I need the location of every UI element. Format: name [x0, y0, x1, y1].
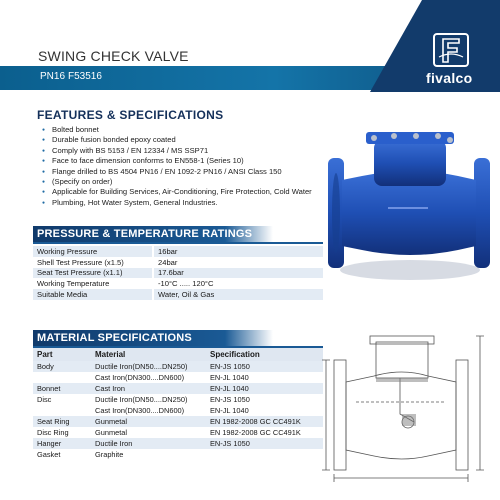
- table-row: Suitable Media Water, Oil & Gas: [33, 289, 323, 300]
- valve-section-drawing: [316, 322, 496, 482]
- material-heading: MATERIAL SPECIFICATIONS: [37, 332, 192, 344]
- cell-specification: EN-JS 1050: [210, 395, 250, 404]
- cell-part: Body: [33, 361, 91, 372]
- cell-part: Seat Ring: [33, 416, 91, 427]
- pressure-heading: PRESSURE & TEMPERATURE RATINGS: [37, 228, 253, 240]
- table-row: [33, 383, 323, 394]
- cell-material: Ductile Iron(DN50....DN250): [95, 395, 188, 404]
- table-row: Working Pressure 16bar: [33, 246, 323, 257]
- table-row: Shell Test Pressure (x1.5) 24bar: [33, 257, 323, 268]
- material-table: [33, 348, 323, 460]
- pressure-code: PN16: [40, 71, 66, 82]
- fivalco-logo-icon: [433, 33, 469, 67]
- table-row: [33, 361, 323, 372]
- cell-specification: EN 1982-2008 GC CC491K: [210, 428, 301, 437]
- column-header-part: Part: [33, 348, 91, 361]
- list-item: ● Durable fusion bonded epoxy coated: [42, 135, 322, 145]
- list-item: ● Comply with BS 5153 / EN 12334 / MS SSP71: [42, 146, 322, 156]
- page-title: SWING CHECK VALVE: [38, 48, 189, 64]
- features-list: [42, 125, 322, 208]
- list-item-continuation: ● Plumbing, Hot Water System, General Industries.: [42, 198, 322, 208]
- list-item: ● Bolted bonnet: [42, 125, 322, 135]
- cell-part: Disc Ring: [37, 428, 69, 437]
- list-item-continuation: ● (Specify on order): [42, 177, 322, 187]
- model-code: F53516: [68, 71, 102, 82]
- cell-specification: EN-JL 1040: [210, 373, 249, 382]
- cell-part: [33, 372, 91, 383]
- cell-material: Cast Iron(DN300....DN600): [95, 373, 185, 382]
- cell-material: Ductile Iron: [91, 438, 206, 449]
- cell-part: Bonnet: [33, 383, 91, 394]
- table-row: Working Temperature -10°C ..... 120°C: [33, 278, 323, 289]
- table-row: [33, 438, 323, 449]
- column-header-specification: Specification: [206, 348, 323, 361]
- valve-photo: [318, 118, 494, 288]
- table-row: [33, 405, 323, 416]
- cell-specification: [206, 449, 323, 460]
- cell-material: Graphite: [95, 450, 124, 459]
- material-heading-bar: [33, 330, 273, 347]
- material-table-body: [33, 361, 323, 460]
- table-row: [33, 394, 323, 405]
- cell-part: Gasket: [37, 450, 61, 459]
- table-header-row: [33, 348, 323, 361]
- cell-part: Hanger: [33, 438, 91, 449]
- pressure-table: [33, 246, 323, 300]
- table-row: [33, 449, 323, 460]
- brand-name: fivalco: [426, 70, 473, 86]
- cell-specification: EN 1982-2008 GC CC491K: [206, 416, 323, 427]
- cell-material: Gunmetal: [95, 428, 128, 437]
- features-heading: FEATURES & SPECIFICATIONS: [37, 108, 224, 122]
- divider: [33, 242, 323, 244]
- list-item: ● Face to face dimension conforms to EN558-1 (Series 10): [42, 156, 322, 166]
- column-header-material: Material: [91, 348, 206, 361]
- cell-part: Disc: [37, 395, 52, 404]
- table-row: [33, 427, 323, 438]
- pressure-heading-bar: [33, 226, 273, 243]
- list-item: ● Flange drilled to BS 4504 PN16 / EN 1092-2 PN16 / ANSI Class 150: [42, 167, 322, 177]
- cell-part: [33, 405, 91, 416]
- table-row: [33, 416, 323, 427]
- cell-specification: EN-JS 1050: [206, 361, 323, 372]
- cell-material: Cast Iron(DN300....DN600): [95, 406, 185, 415]
- cell-material: Ductile Iron(DN50....DN250): [91, 361, 206, 372]
- table-row: Seat Test Pressure (x1.1) 17.6bar: [33, 268, 323, 279]
- list-item: ● Applicable for Building Services, Air-Conditioning, Fire Protection, Cold Water: [42, 187, 322, 197]
- cell-specification: EN-JL 1040: [206, 383, 323, 394]
- cell-specification: EN-JS 1050: [206, 438, 323, 449]
- cell-material: Gunmetal: [91, 416, 206, 427]
- cell-material: Cast Iron: [91, 383, 206, 394]
- table-row: [33, 372, 323, 383]
- cell-specification: EN-JL 1040: [210, 406, 249, 415]
